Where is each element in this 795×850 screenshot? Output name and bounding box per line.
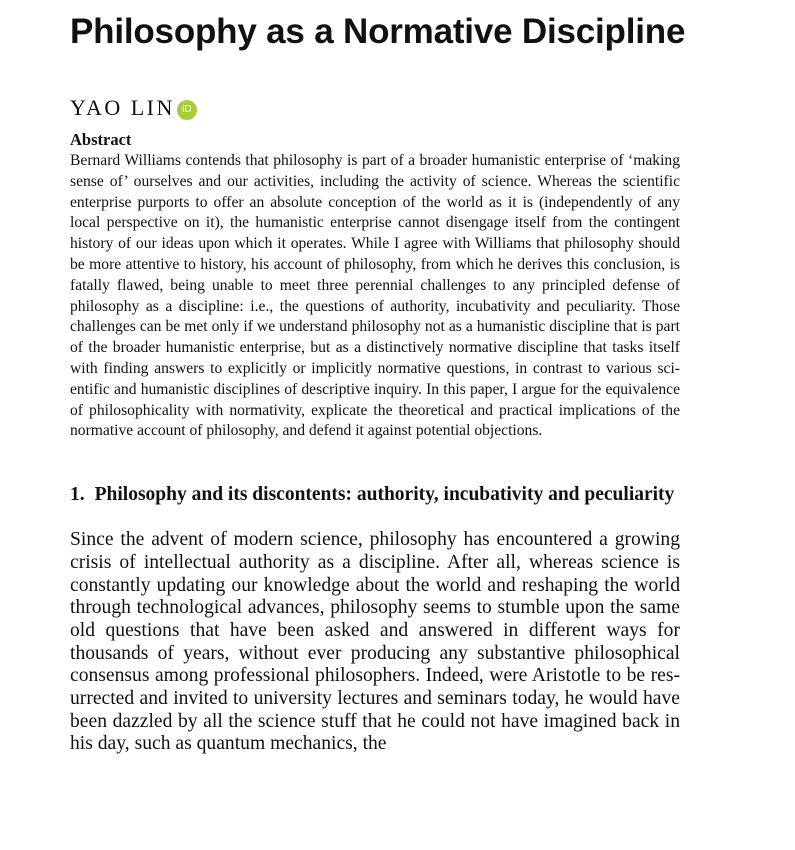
author-name: YAO LIN [70, 95, 175, 120]
section-heading [70, 484, 680, 506]
section-title: Philosophy and its discontents: authority, incubativity and peculiarity [94, 484, 675, 506]
section-number: 1. [70, 484, 85, 506]
abstract-text: Bernard Williams contends that philosophy is part of a broader humanistic enterprise of ‘making sense of’ ourselves and our activities, including the activity of science. Whereas the scientific enterprise purports to offer an absolute conception of the world as it is (independently of any local perspective on it), the humanistic enterprise cannot disengage itself from the contingent history of our ideas upon which it operates. While I agree with Williams that philosophy should be more attentive to history, his account of philosophy, from which he derives this conclusion, is fatally flawed, being unable to meet three perennial challenges to any principled defense of philosophy as a discipline: i.e., the questions of authority, incubativity and peculiarity. Those challenges can be met only if we understand philosophy not as a humanistic discipline that is part of the broader humanistic enterprise, but as a distinctively normative discipline that tasks itself with finding answers to explicitly or implicitly normative questions, in contrast to various scientific and humanistic disciplines of descriptive inquiry. In this paper, I argue for the equivalence of philosophicality with normativity, explicate the theoretical and practical implications of the normative account of philosophy, and defend it against potential objections. [70, 152, 680, 440]
abstract-heading: Abstract [70, 130, 132, 149]
paper-title: Philosophy as a Normative Discipline [70, 12, 686, 51]
body-paragraph: Since the advent of modern science, philosophy has encountered a growing crisis of intellectual authority as a discipline. After all, whereas science is constantly updating our knowledge about the world and reshaping the world through technological advances, philosophy seems to stumble upon the same old questions that have been asked and answered in different ways for thousands of years, without ever producing any substantive philosophical consensus among professional philosophers. Indeed, were Aristotle to be resurrected and invited to university lectures and seminars today, he would have been dazzled by all the science stuff that he could not have imagined back in his day, such as quantum mechanics, the [70, 529, 680, 755]
paper-page [70, 0, 686, 756]
author-row [70, 94, 680, 122]
orcid-icon[interactable]: iD [177, 100, 197, 120]
